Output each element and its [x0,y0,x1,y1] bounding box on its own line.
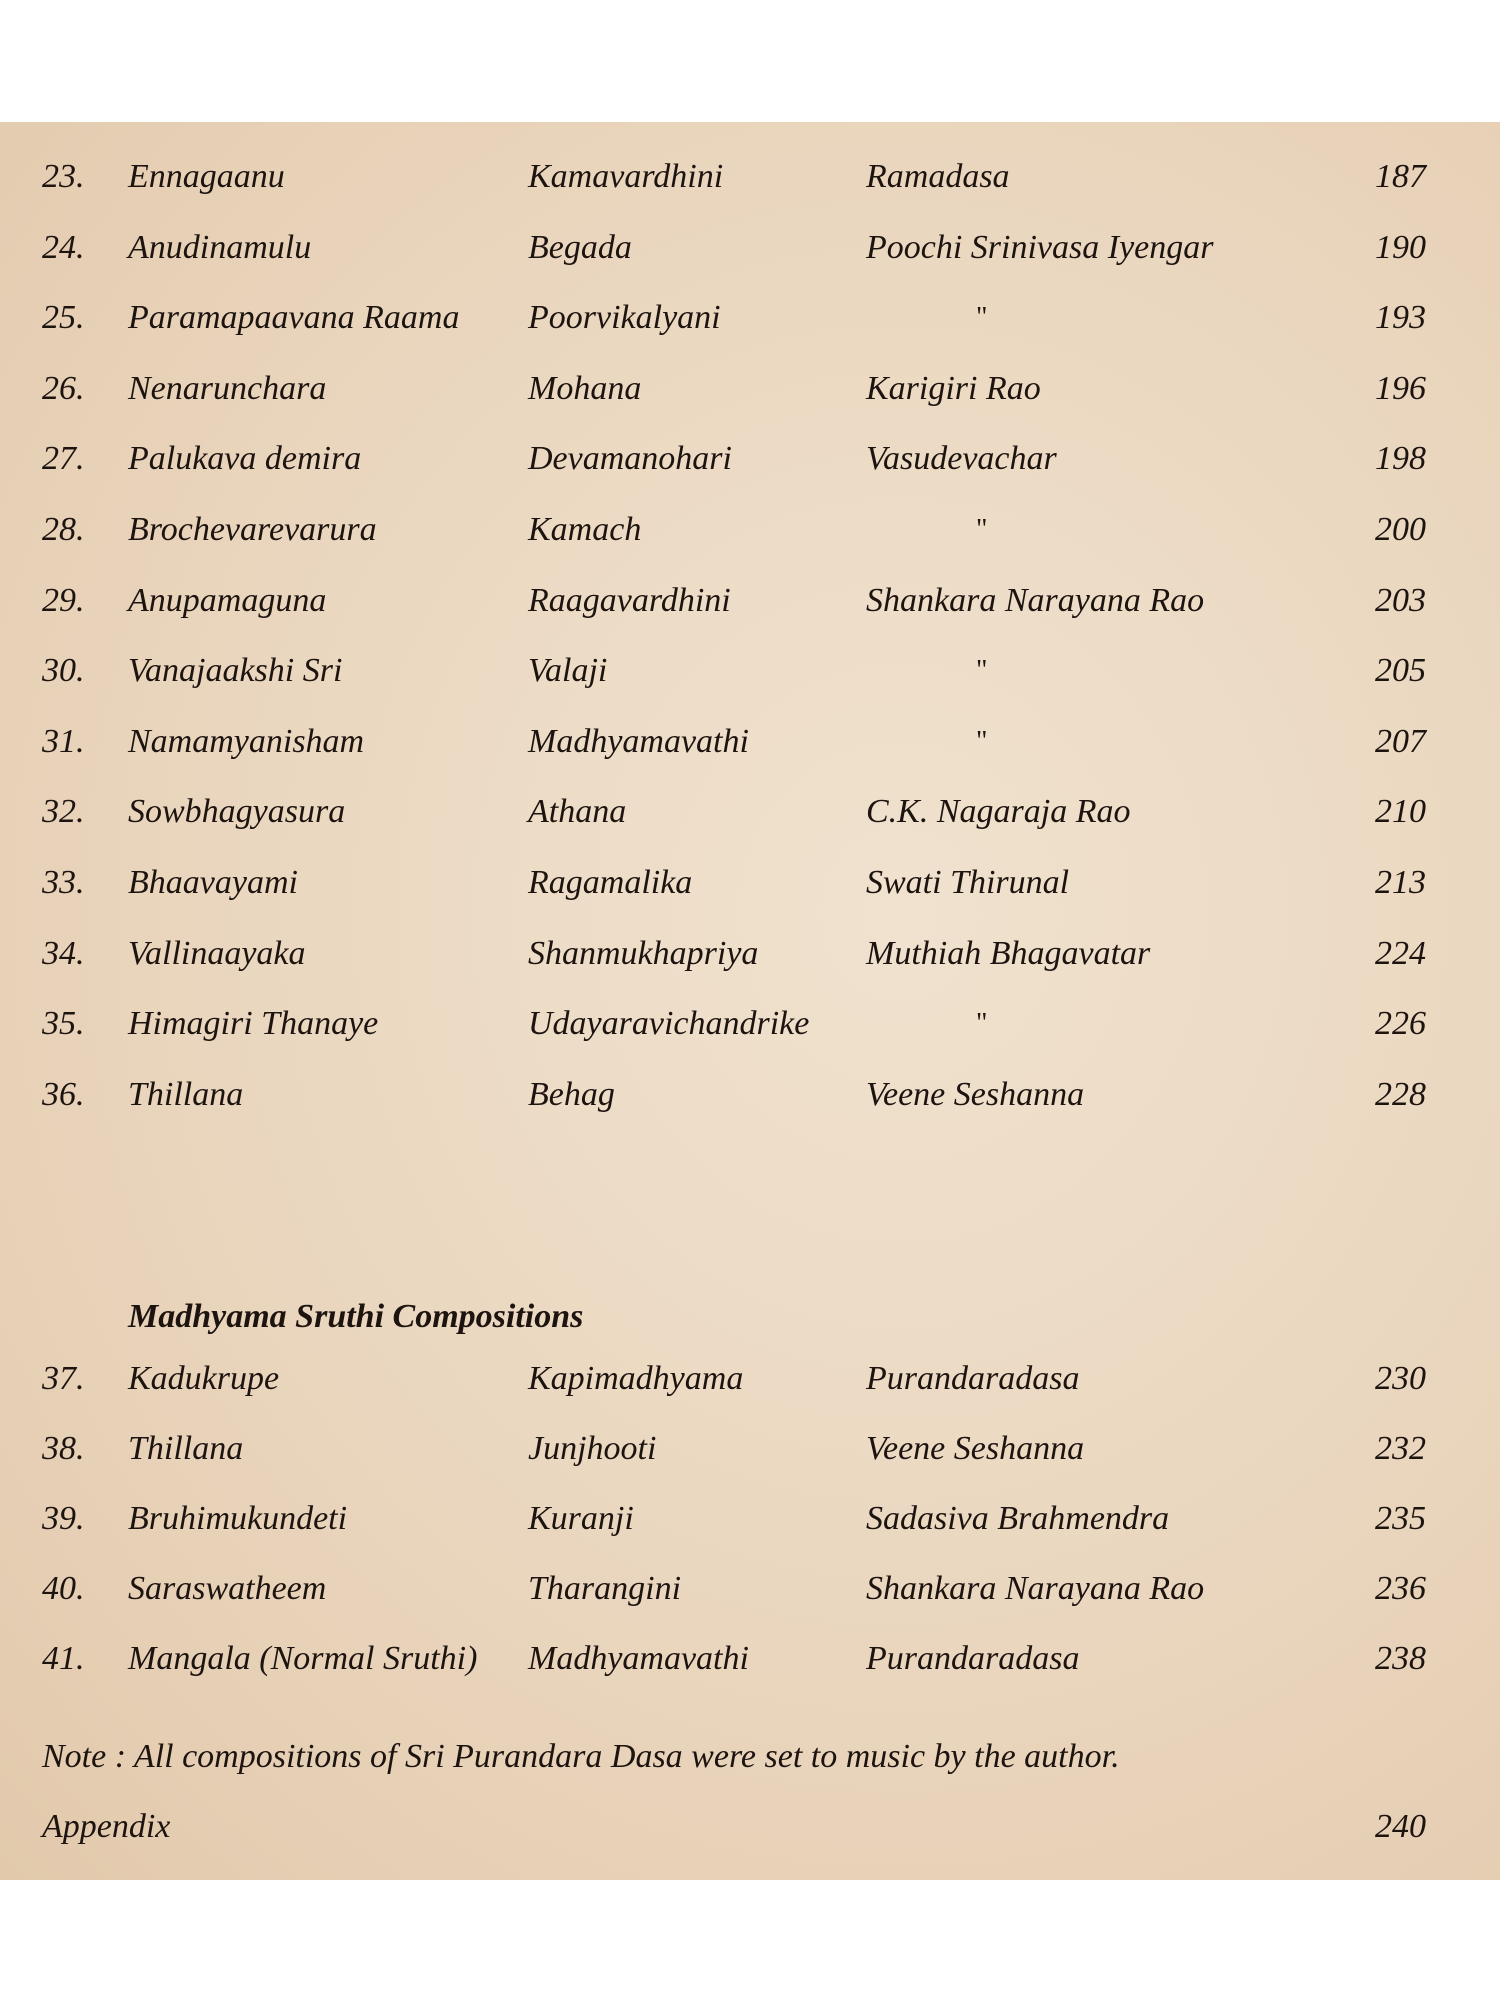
composition-title: Nenarunchara [128,369,327,407]
page-number: 224 [1375,934,1426,972]
page-number: 210 [1375,793,1426,831]
composer-name: Purandaradasa [866,1640,1080,1677]
page-number: 203 [1375,581,1426,619]
entry-number: 35. [42,1005,85,1043]
contents-row [0,364,1500,414]
composition-title: Thillana [128,1075,244,1113]
composer-name: " [976,302,988,334]
contents-row [0,787,1500,837]
composer-name: " [976,655,988,687]
page-number: 230 [1375,1360,1426,1397]
entry-number: 36. [42,1075,85,1113]
entry-number: 32. [42,793,85,831]
appendix-entry [0,1802,1500,1852]
entry-number: 28. [42,511,85,548]
composition-title: Vallinaayaka [128,934,306,972]
raga-name: Poorvikalyani [528,299,721,337]
page-number: 238 [1375,1640,1426,1677]
contents-row [0,1354,1500,1404]
composition-title: Sowbhagyasura [128,793,346,831]
page-number: 200 [1375,511,1426,548]
composition-title: Bruhimukundeti [128,1500,348,1537]
composition-title: Brochevarevarura [128,511,377,548]
composer-name: Ramadasa [866,158,1010,195]
raga-name: Madhyamavathi [528,1640,749,1677]
entry-number: 37. [42,1360,85,1397]
composition-title: Saraswatheem [128,1570,327,1607]
composition-title: Vanajaakshi Sri [128,652,343,690]
entry-number: 29. [42,581,85,619]
contents-row [0,223,1500,273]
composer-name: " [976,514,988,545]
composition-title: Anupamaguna [128,581,327,619]
entry-number: 40. [42,1570,85,1607]
composition-title: Bhaavayami [128,864,298,901]
contents-row [0,434,1500,484]
composition-title: Namamyanisham [128,722,365,760]
contents-row [0,999,1500,1049]
contents-row [0,858,1500,908]
document-page [0,122,1500,1880]
composition-title: Palukava demira [128,440,362,478]
contents-row [0,1424,1500,1474]
composer-name: Sadasiva Brahmendra [866,1500,1170,1537]
contents-row [0,929,1500,979]
entry-number: 31. [42,722,85,760]
raga-name: Kapimadhyama [528,1360,744,1397]
composition-title: Anudinamulu [128,228,312,266]
note-text: Note : All compositions of Sri Purandara Dasa were set to music by the author. [42,1738,1120,1775]
composition-title: Kadukrupe [128,1360,280,1397]
composer-name: Karigiri Rao [866,369,1041,407]
contents-row [0,717,1500,767]
composition-title: Ennagaanu [128,158,285,195]
raga-name: Devamanohari [528,440,732,478]
page-number: 205 [1375,652,1426,690]
composer-name: " [976,725,988,757]
entry-number: 25. [42,299,85,337]
entry-number: 38. [42,1430,85,1467]
page-number: 235 [1375,1500,1426,1537]
page-number: 207 [1375,722,1426,760]
contents-row [0,646,1500,696]
composition-title: Himagiri Thanaye [128,1005,379,1043]
page-number: 236 [1375,1570,1426,1607]
composer-name: Shankara Narayana Rao [866,1570,1205,1607]
entry-number: 33. [42,864,85,901]
page-number: 198 [1375,440,1426,478]
raga-name: Junjhooti [528,1430,657,1467]
contents-row [0,505,1500,555]
page-number: 232 [1375,1430,1426,1467]
entry-number: 23. [42,158,85,195]
contents-row [0,1634,1500,1684]
page-number: 228 [1375,1075,1426,1113]
raga-name: Madhyamavathi [528,722,749,760]
raga-name: Tharangini [528,1570,682,1607]
entry-number: 41. [42,1640,85,1677]
composer-name: Vasudevachar [866,440,1057,478]
raga-name: Shanmukhapriya [528,934,759,972]
contents-row [0,293,1500,343]
entry-number: 34. [42,934,85,972]
raga-name: Kamavardhini [528,158,724,195]
raga-name: Behag [528,1075,615,1113]
contents-row [0,1564,1500,1614]
composition-title: Paramapaavana Raama [128,299,460,337]
entry-number: 24. [42,228,85,266]
composer-name: Veene Seshanna [866,1430,1085,1467]
composer-name: Veene Seshanna [866,1075,1085,1113]
entry-number: 39. [42,1500,85,1537]
composition-title: Mangala (Normal Sruthi) [128,1640,478,1677]
appendix-label: Appendix [42,1808,171,1845]
composer-name: Swati Thirunal [866,864,1070,901]
section-heading: Madhyama Sruthi Compositions [128,1298,584,1335]
appendix-page-number: 240 [1375,1808,1426,1845]
raga-name: Valaji [528,652,608,690]
entry-number: 27. [42,440,85,478]
composer-name: Muthiah Bhagavatar [866,934,1151,972]
raga-name: Udayaravichandrike [528,1005,810,1043]
composer-name: Purandaradasa [866,1360,1080,1397]
raga-name: Ragamalika [528,864,693,901]
page-number: 193 [1375,299,1426,337]
raga-name: Athana [528,793,627,831]
raga-name: Mohana [528,369,642,407]
composer-name: Shankara Narayana Rao [866,581,1205,619]
entry-number: 26. [42,369,85,407]
raga-name: Begada [528,228,632,266]
composition-title: Thillana [128,1430,244,1467]
page-number: 187 [1375,158,1426,195]
contents-row [0,1494,1500,1544]
page-number: 213 [1375,864,1426,901]
composer-name: C.K. Nagaraja Rao [866,793,1131,831]
page-number: 190 [1375,228,1426,266]
raga-name: Kamach [528,511,642,548]
raga-name: Raagavardhini [528,581,731,619]
raga-name: Kuranji [528,1500,634,1537]
contents-row [0,152,1500,202]
composer-name: Poochi Srinivasa Iyengar [866,228,1214,266]
contents-row [0,1070,1500,1120]
page-number: 226 [1375,1005,1426,1043]
contents-row [0,576,1500,626]
composer-name: " [976,1008,988,1040]
page-number: 196 [1375,369,1426,407]
entry-number: 30. [42,652,85,690]
